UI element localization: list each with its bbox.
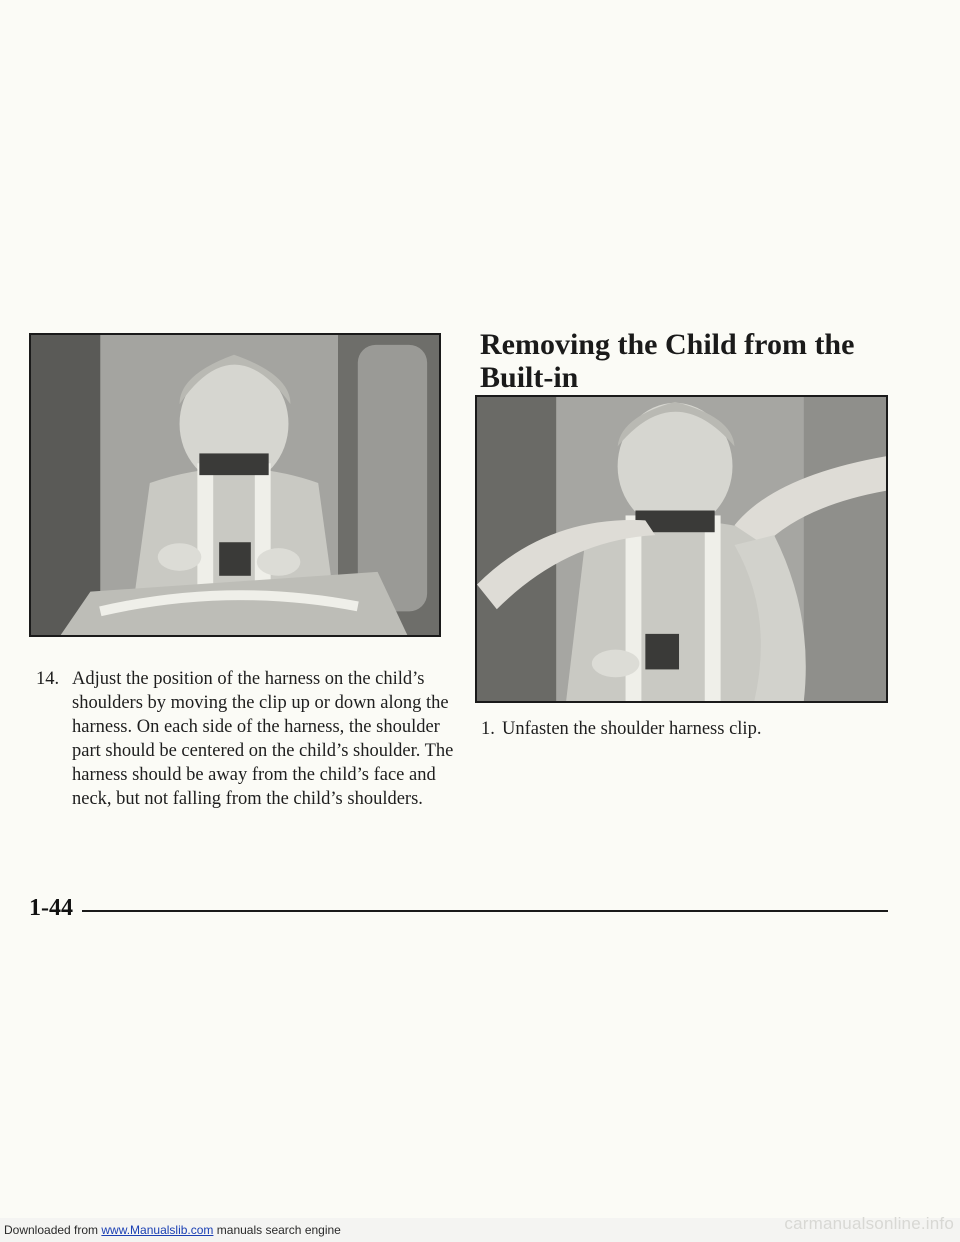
page-number: 1-44 (29, 895, 73, 921)
unfasten-clip-illustration (475, 395, 888, 703)
page-footer-rule (82, 910, 888, 912)
section-heading-line-1: Removing the Child from the Built-in (480, 328, 855, 394)
step-text: Unfasten the shoulder harness clip. (502, 719, 762, 739)
download-credit-prefix: Downloaded from (4, 1223, 102, 1237)
step-1-paragraph (481, 717, 901, 741)
step-number: 14. (36, 669, 60, 689)
step-number: 1. (481, 719, 495, 739)
download-credit (4, 1223, 341, 1237)
manualslib-link[interactable]: www.Manualslib.com (101, 1223, 214, 1237)
site-watermark: carmanualsonline.info (784, 1214, 954, 1233)
child-in-harness-illustration (29, 333, 441, 637)
step-text: Adjust the position of the harness on the child’s shoulders by moving the clip up or down along the harness. On each side of the harness, the shoulder part should be centered on the child’s shoulder. The harness should be away from the child’s face and neck, but not falling from the child’s shoulders. (72, 669, 454, 809)
step-14-paragraph (36, 667, 456, 811)
download-credit-suffix: manuals search engine (213, 1223, 341, 1237)
